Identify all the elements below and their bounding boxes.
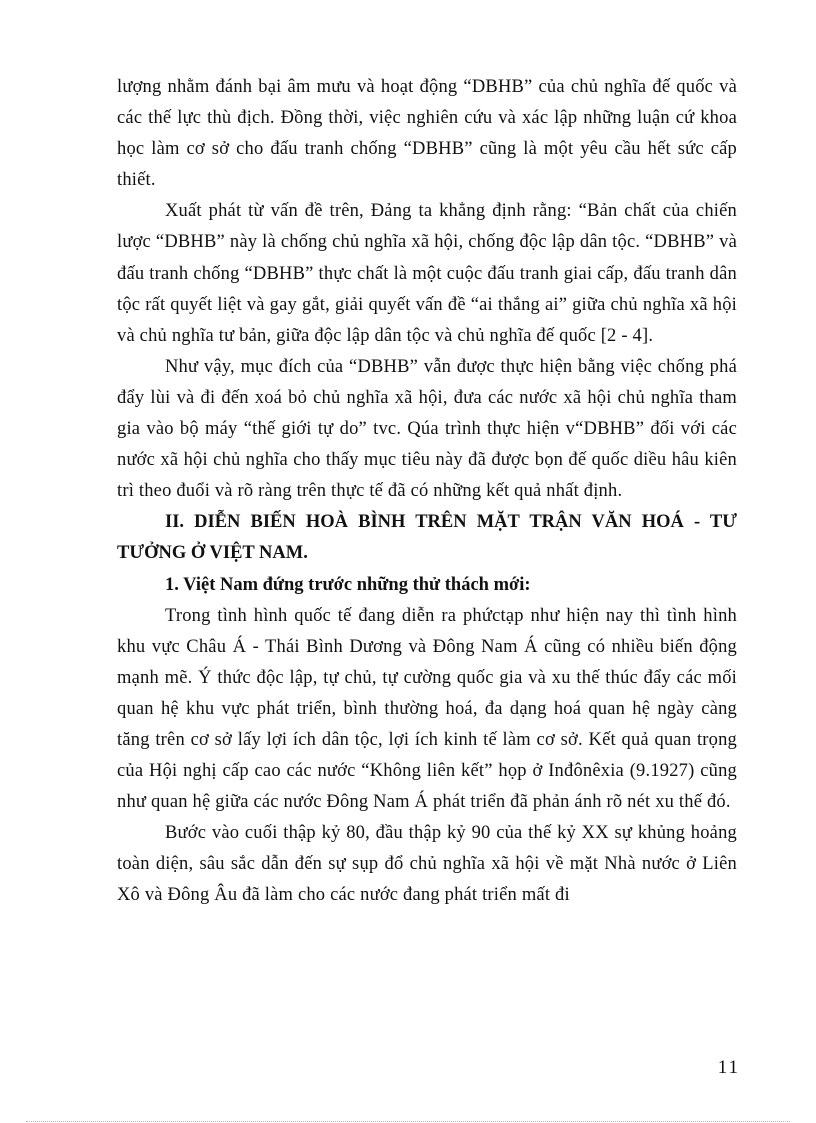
paragraph-regional-situation: Trong tình hình quốc tế đang diễn ra phứctạp như hiện nay thì tình hình khu vực Châu Á - Thái Bình Dương và Đông Nam Á cũng có nhiều biến động mạnh mẽ. Ý thức độc lập, tự chủ, tự cường quốc gia và xu thế thúc đẩy các mối quan hệ khu vực phát triển, bình thường hoá, đa dạng hoá quan hệ ngày càng tăng trên cơ sở lấy lợi ích dân tộc, lợi ích kinh tế làm cơ sở. Kết quả quan trọng của Hội nghị cấp cao các nước “Không liên kết” họp ở Inđônêxia (9.1927) cũng như quan hệ giữa các nước Đông Nam Á phát triển đã phản ánh rõ nét xu thế đó. bbox=[117, 605, 737, 813]
document-body bbox=[117, 72, 737, 912]
page-bottom-divider bbox=[26, 1121, 790, 1122]
paragraph-party-statement: Xuất phát từ vấn đề trên, Đảng ta khẳng định rằng: “Bản chất của chiến lược “DBHB” này là chống chủ nghĩa xã hội, chống độc lập dân tộc. “DBHB” và đấu tranh chống “DBHB” thực chất là một cuộc đấu tranh giai cấp, đấu tranh dân tộc rất quyết liệt và gay gắt, giải quyết vấn đề “ai thắng ai” giữa chủ nghĩa xã hội và chủ nghĩa tư bản, giữa độc lập dân tộc và chủ nghĩa đế quốc [2 - 4]. bbox=[117, 201, 737, 346]
paragraph-continuation: lượng nhằm đánh bại âm mưu và hoạt động “DBHB” của chủ nghĩa đế quốc và các thế lực thù địch. Đồng thời, việc nghiên cứu và xác lập những luận cứ khoa học làm cơ sở cho đấu tranh chống “DBHB” cũng là một yêu cầu hết sức cấp thiết. bbox=[117, 77, 737, 191]
section-heading: II. DIỄN BIẾN HOÀ BÌNH TRÊN MẶT TRẬN VĂN HOÁ - TƯ TƯỞNG Ở VIỆT NAM. bbox=[117, 512, 737, 564]
page-number: 11 bbox=[717, 1057, 740, 1078]
paragraph-dbhb-purpose: Như vậy, mục đích của “DBHB” vẫn được thực hiện bằng việc chống phá đẩy lùi và đi đến xoá bỏ chủ nghĩa xã hội, đưa các nước xã hội chủ nghĩa tham gia vào bộ máy “thế giới tự do” tvc. Qúa trình thực hiện v“DBHB” đối với các nước xã hội chủ nghĩa cho thấy mục tiêu này đã được bọn đế quốc diều hâu kiên trì theo đuổi và rõ ràng trên thực tế đã có những kết quả nhất định. bbox=[117, 356, 737, 502]
subsection-heading: 1. Việt Nam đứng trước những thử thách mới: bbox=[165, 574, 531, 595]
paragraph-late-80s: Bước vào cuối thập kỷ 80, đầu thập kỷ 90 của thế kỷ XX sự khủng hoảng toàn diện, sâu sắc dẫn đến sự sụp đổ chủ nghĩa xã hội về mặt Nhà nước ở Liên Xô và Đông Âu đã làm cho các nước đang phát triển mất đi bbox=[117, 823, 737, 906]
